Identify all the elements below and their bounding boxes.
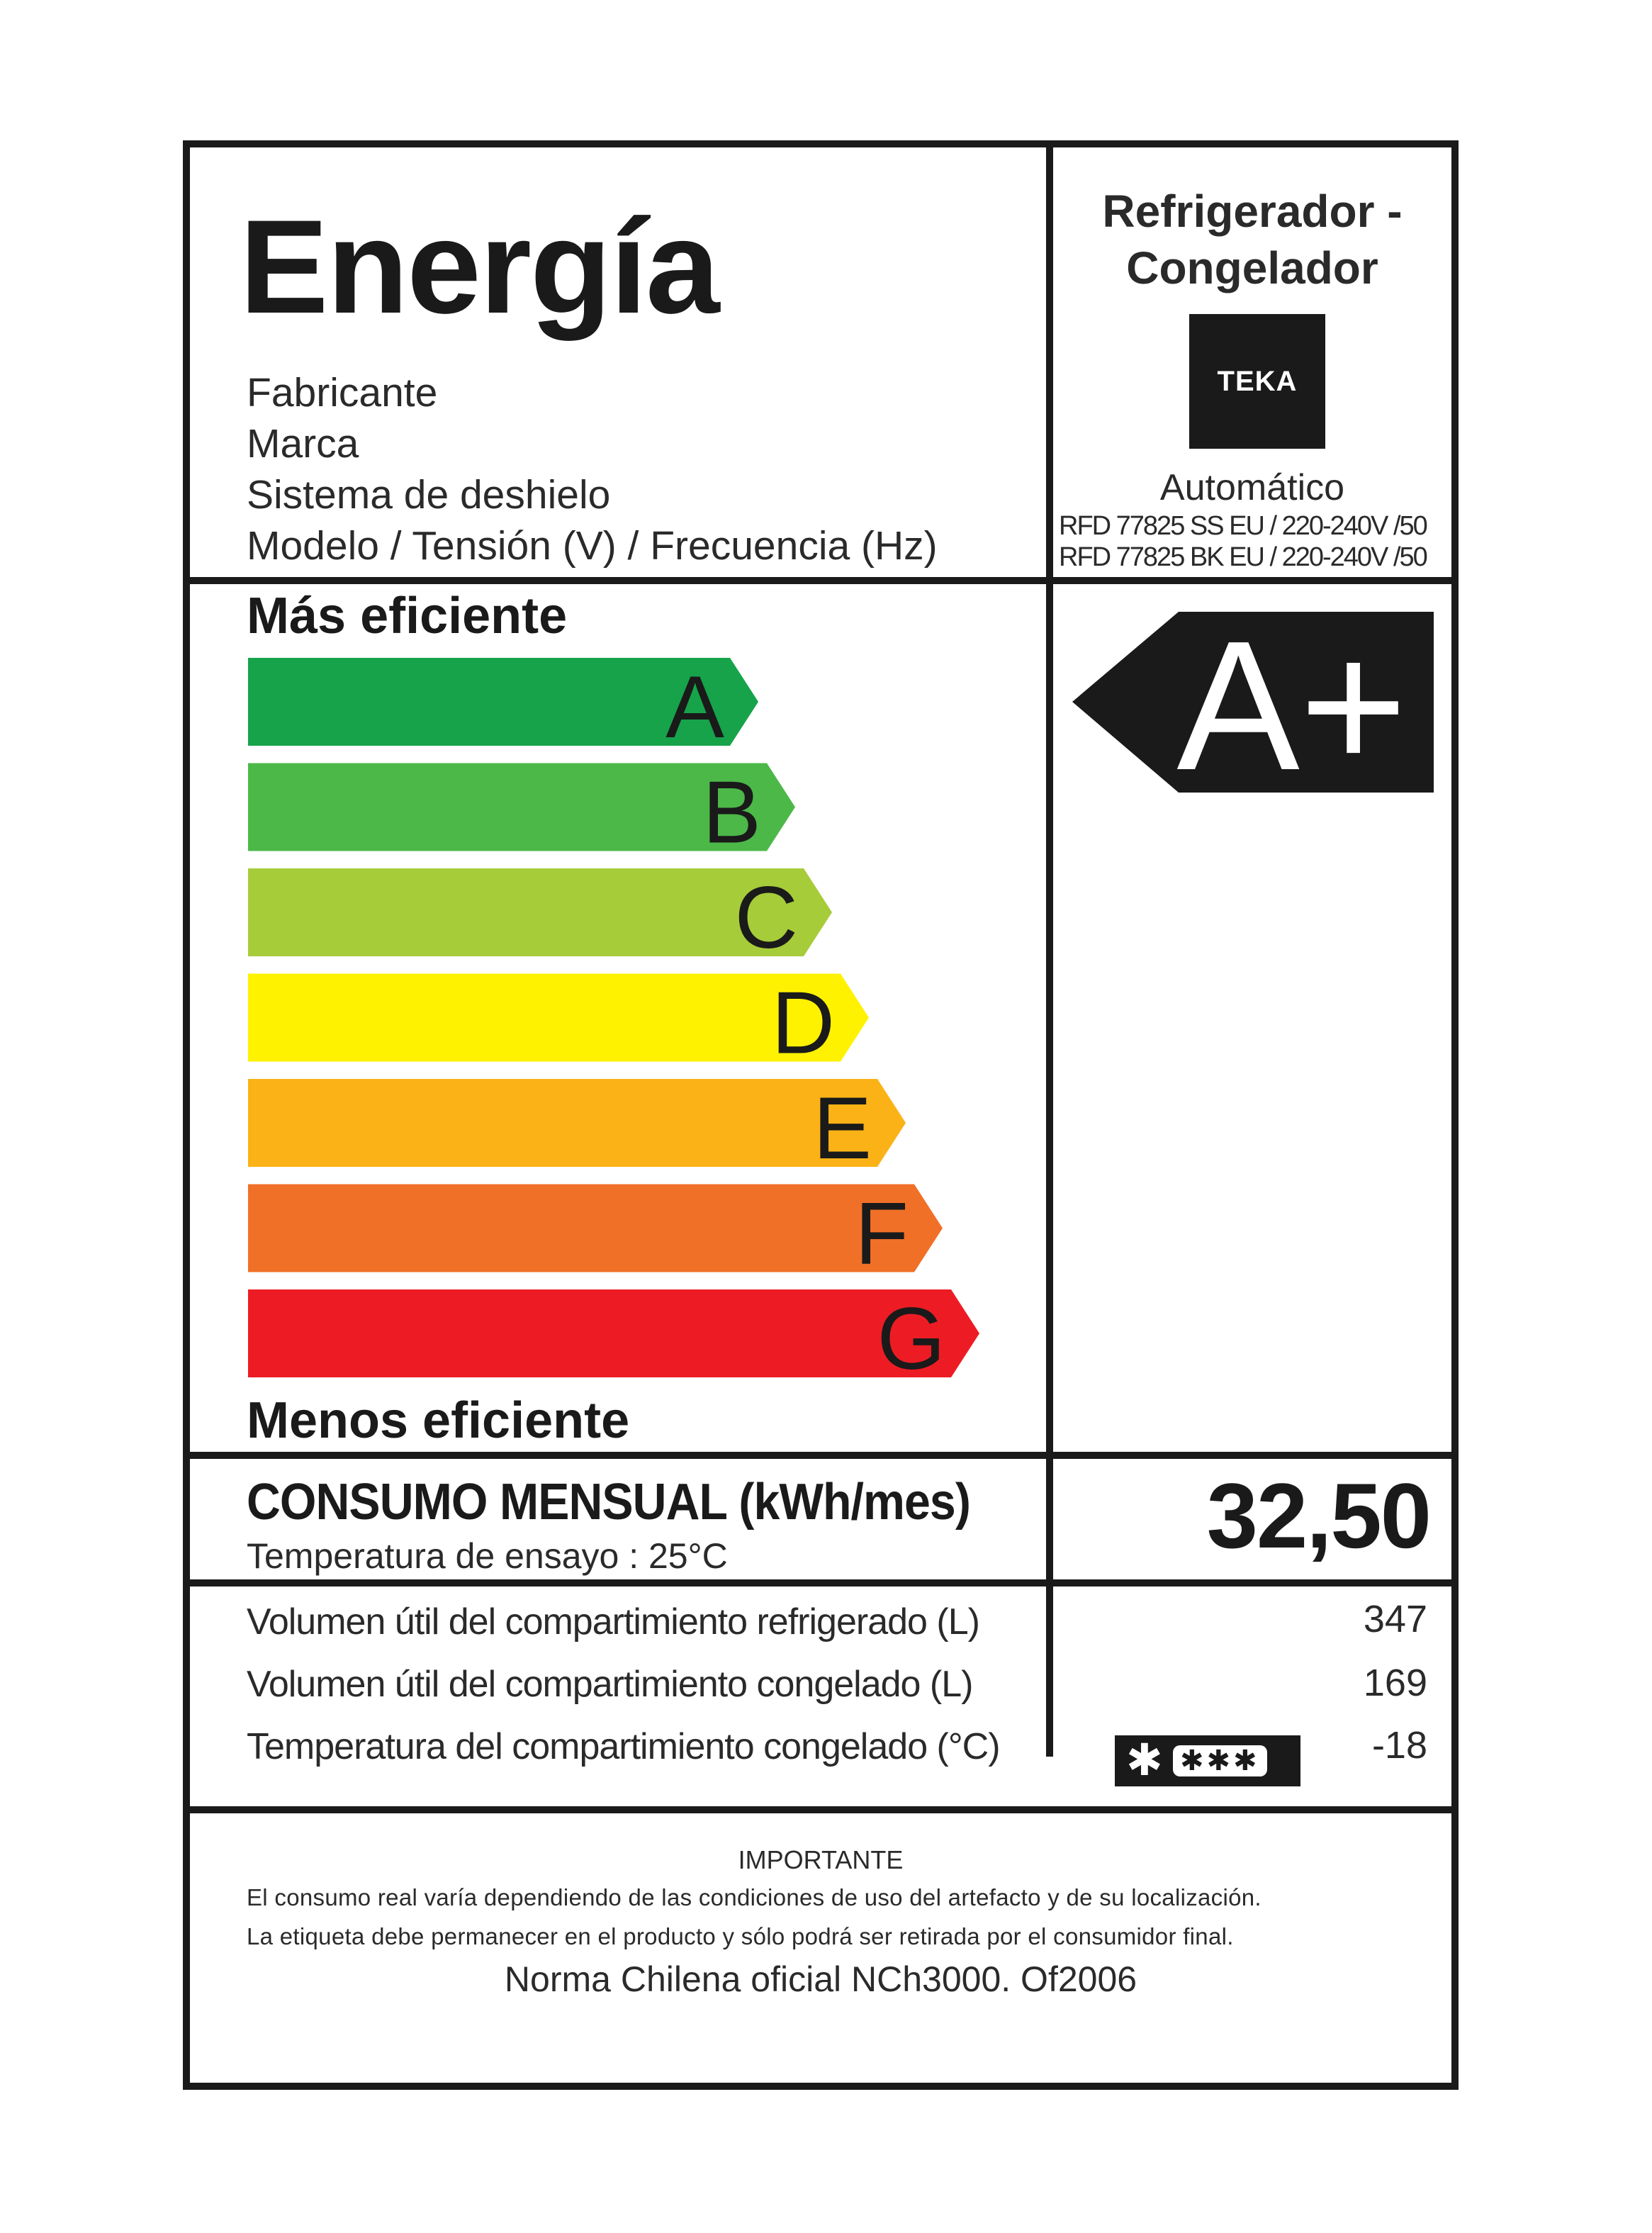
rating-arrow	[1072, 612, 1434, 793]
footer-note: El consumo real varía dependiendo de las condiciones de uso del artefacto y de su localización.	[247, 1884, 1262, 1910]
spec-fridge-volume-label: Volumen útil del compartimiento refrigerado (L)	[247, 1601, 979, 1642]
efficiency-class-g	[248, 1289, 979, 1381]
efficiency-bar	[248, 1079, 906, 1167]
consumption-value: 32,50	[1206, 1464, 1430, 1567]
footer-note: La etiqueta debe permanecer en el producto y sólo podrá ser retirada por el consumidor final.	[247, 1923, 1234, 1949]
spec-fridge-volume-value: 347	[1363, 1598, 1427, 1640]
field-manufacturer: Fabricante	[247, 370, 438, 415]
efficiency-letter: G	[877, 1290, 945, 1381]
model-line: RFD 77825 BK EU / 220-240V /50	[1059, 542, 1427, 572]
efficiency-class-d	[248, 974, 869, 1073]
field-model: Modelo / Tensión (V) / Frecuencia (Hz)	[247, 523, 938, 569]
least-efficient-label: Menos eficiente	[247, 1392, 630, 1449]
defrost-value: Automático	[1159, 467, 1345, 508]
efficiency-letter: E	[813, 1080, 872, 1177]
spec-freezer-temp-value: -18	[1371, 1724, 1427, 1767]
section-divider	[190, 1452, 1451, 1459]
efficiency-class-a	[248, 658, 758, 756]
most-efficient-label: Más eficiente	[247, 588, 568, 644]
efficiency-class-b	[248, 763, 795, 862]
section-divider	[190, 1806, 1451, 1813]
section-divider	[190, 577, 1451, 584]
important-title: IMPORTANTE	[738, 1845, 904, 1874]
test-temperature: Temperatura de ensayo : 25°C	[247, 1536, 728, 1576]
efficiency-letter: C	[734, 869, 798, 967]
label-title: Energía	[240, 192, 719, 341]
field-brand: Marca	[247, 421, 359, 466]
efficiency-class-e	[248, 1079, 906, 1177]
efficiency-bar	[248, 1185, 943, 1272]
efficiency-scale	[248, 658, 1028, 1381]
energy-label	[183, 140, 1459, 2090]
efficiency-letter: A	[665, 659, 724, 756]
section-divider	[190, 1579, 1451, 1586]
norm-reference: Norma Chilena oficial NCh3000. Of2006	[504, 1959, 1137, 1999]
efficiency-class-c	[248, 868, 832, 967]
efficiency-letter: B	[702, 763, 761, 862]
rating-letter: A+	[1176, 612, 1407, 793]
freezer-star-rating	[1115, 1735, 1300, 1786]
spec-freezer-temp-label: Temperatura del compartimiento congelado (°C)	[247, 1726, 1000, 1767]
model-line: RFD 77825 SS EU / 220-240V /50	[1059, 511, 1427, 541]
spec-freezer-volume-label: Volumen útil del compartimiento congelado (L)	[247, 1664, 973, 1705]
efficiency-bar	[248, 1289, 979, 1377]
consumption-label: CONSUMO MENSUAL (kWh/mes)	[247, 1474, 970, 1530]
header-fields	[247, 367, 938, 571]
product-type: Refrigerador - Congelador	[1102, 186, 1403, 293]
spec-freezer-volume-value: 169	[1363, 1662, 1427, 1704]
three-star-icon: ✱✱✱	[1173, 1745, 1267, 1776]
field-defrost: Sistema de deshielo	[247, 472, 611, 517]
efficiency-letter: D	[771, 974, 835, 1073]
header-divider	[1046, 147, 1053, 1757]
brand-logo	[1189, 314, 1325, 449]
efficiency-class-f	[248, 1185, 943, 1283]
model-list	[1059, 510, 1427, 573]
efficiency-letter: F	[855, 1185, 909, 1283]
star-icon: ✱	[1126, 1736, 1163, 1785]
brand-logo-text: TEKA	[1217, 365, 1298, 397]
